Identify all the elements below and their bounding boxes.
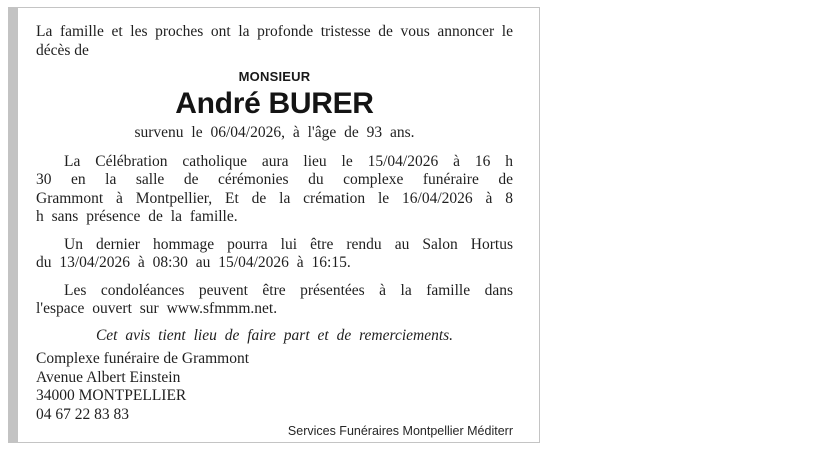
closing-formula: Cet avis tient lieu de faire part et de remerciements. [95,326,454,344]
funeral-home-city: 34000 MONTPELLIER [36,387,187,404]
funeral-services-signature: Services Funéraires Montpellier Méditerr [287,424,513,438]
funeral-home-phone: 04 67 22 83 83 [36,405,129,423]
condolences-line-1: Les condoléances peuvent être présentées à la famille dans [64,281,513,299]
intro-paragraph [36,23,513,60]
tribute-paragraph [36,236,513,273]
ceremony-line-4: h sans présence de la famille. [36,208,238,225]
ceremony-paragraph [36,153,513,227]
intro-line-2: décès de [36,41,89,59]
obituary-notice-card [8,7,540,443]
death-date-line: survenu le 06/04/2026, à l'âge de 93 ans. [134,124,415,141]
funeral-home-street: Avenue Albert Einstein [36,368,181,386]
ceremony-line-3: Grammont à Montpellier, Et de la crémation le 16/04/2026 à 8 [36,189,513,207]
ceremony-line-1: La Célébration catholique aura lieu le 15/04/2026 à 16 h [64,152,513,170]
intro-line-1: La famille et les proches ont la profonde tristesse de vous annoncer le [36,23,513,40]
funeral-home-address-block [36,350,513,424]
civility-title: MONSIEUR [238,69,311,84]
tribute-line-2: du 13/04/2026 à 08:30 au 15/04/2026 à 16:15. [36,254,351,271]
funeral-home-name: Complexe funéraire de Grammont [36,350,250,367]
condolences-line-2: l'espace ouvert sur www.sfmmm.net. [36,300,278,317]
condolences-paragraph [36,282,513,319]
deceased-name: André BURER [175,87,374,120]
ceremony-line-2: 30 en la salle de cérémonies du complexe funéraire de [36,171,513,188]
tribute-line-1: Un dernier hommage pourra lui être rendu au Salon Hortus [64,235,513,253]
